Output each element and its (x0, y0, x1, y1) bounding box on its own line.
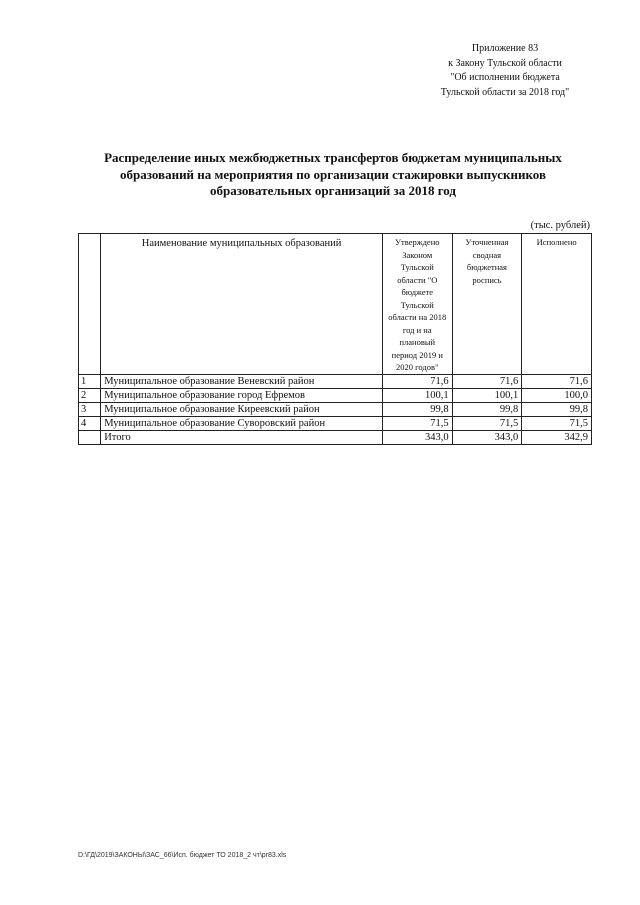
table-row (79, 388, 592, 402)
header-executed: Исполнено (522, 234, 592, 375)
header-num (79, 234, 101, 375)
row-approved: 71,6 (382, 374, 452, 388)
total-label: Итого (101, 430, 383, 444)
table-row (79, 402, 592, 416)
row-name: Муниципальное образование Суворовский район (101, 416, 383, 430)
row-revised: 71,6 (452, 374, 522, 388)
transfers-table (78, 233, 592, 445)
appendix-line-1: Приложение 83 (471, 43, 539, 54)
document-title: Распределение иных межбюджетных трансфертов бюджетам муниципальных образований на мероприятия по организации стажировки выпускников образовательных организаций за 2018 год (104, 150, 562, 198)
row-approved: 100,1 (382, 388, 452, 402)
file-path-footer: D:\ГД\2019\ЗАКОНЫ\ЗАС_66\Исп. бюджет ТО 2018_2 чт\pr83.xls (78, 852, 287, 859)
appendix-line-4: Тульской области за 2018 год" (440, 86, 570, 98)
row-num: 1 (79, 374, 101, 388)
header-revised: Уточненная сводная бюджетная роспись (452, 234, 522, 375)
total-executed: 342,9 (522, 430, 592, 444)
total-num (79, 430, 101, 444)
row-name: Муниципальное образование Киреевский район (101, 402, 383, 416)
row-executed: 71,5 (522, 416, 592, 430)
row-revised: 99,8 (452, 402, 522, 416)
row-name: Муниципальное образование город Ефремов (101, 388, 383, 402)
table-header-row (79, 234, 592, 375)
header-name: Наименование муниципальных образований (101, 234, 383, 375)
unit-label: (тыс. рублей) (530, 220, 590, 231)
row-executed: 99,8 (522, 402, 592, 416)
row-executed: 100,0 (522, 388, 592, 402)
row-approved: 99,8 (382, 402, 452, 416)
row-num: 4 (79, 416, 101, 430)
row-revised: 100,1 (452, 388, 522, 402)
row-num: 3 (79, 402, 101, 416)
total-revised: 343,0 (452, 430, 522, 444)
table-row (79, 416, 592, 430)
row-approved: 71,5 (382, 416, 452, 430)
row-executed: 71,6 (522, 374, 592, 388)
appendix-line-3: "Об исполнении бюджета (450, 72, 560, 83)
table-total-row (79, 430, 592, 444)
header-approved: Утверждено Законом Тульской области "О бюджете Тульской области на 2018 год и на плановый период 2019 и 2020 годов" (382, 234, 452, 375)
appendix-line-2: к Закону Тульской области (448, 57, 562, 69)
total-approved: 343,0 (382, 430, 452, 444)
table-row (79, 374, 592, 388)
row-revised: 71,5 (452, 416, 522, 430)
row-num: 2 (79, 388, 101, 402)
appendix-note (400, 42, 610, 100)
row-name: Муниципальное образование Веневский район (101, 374, 383, 388)
